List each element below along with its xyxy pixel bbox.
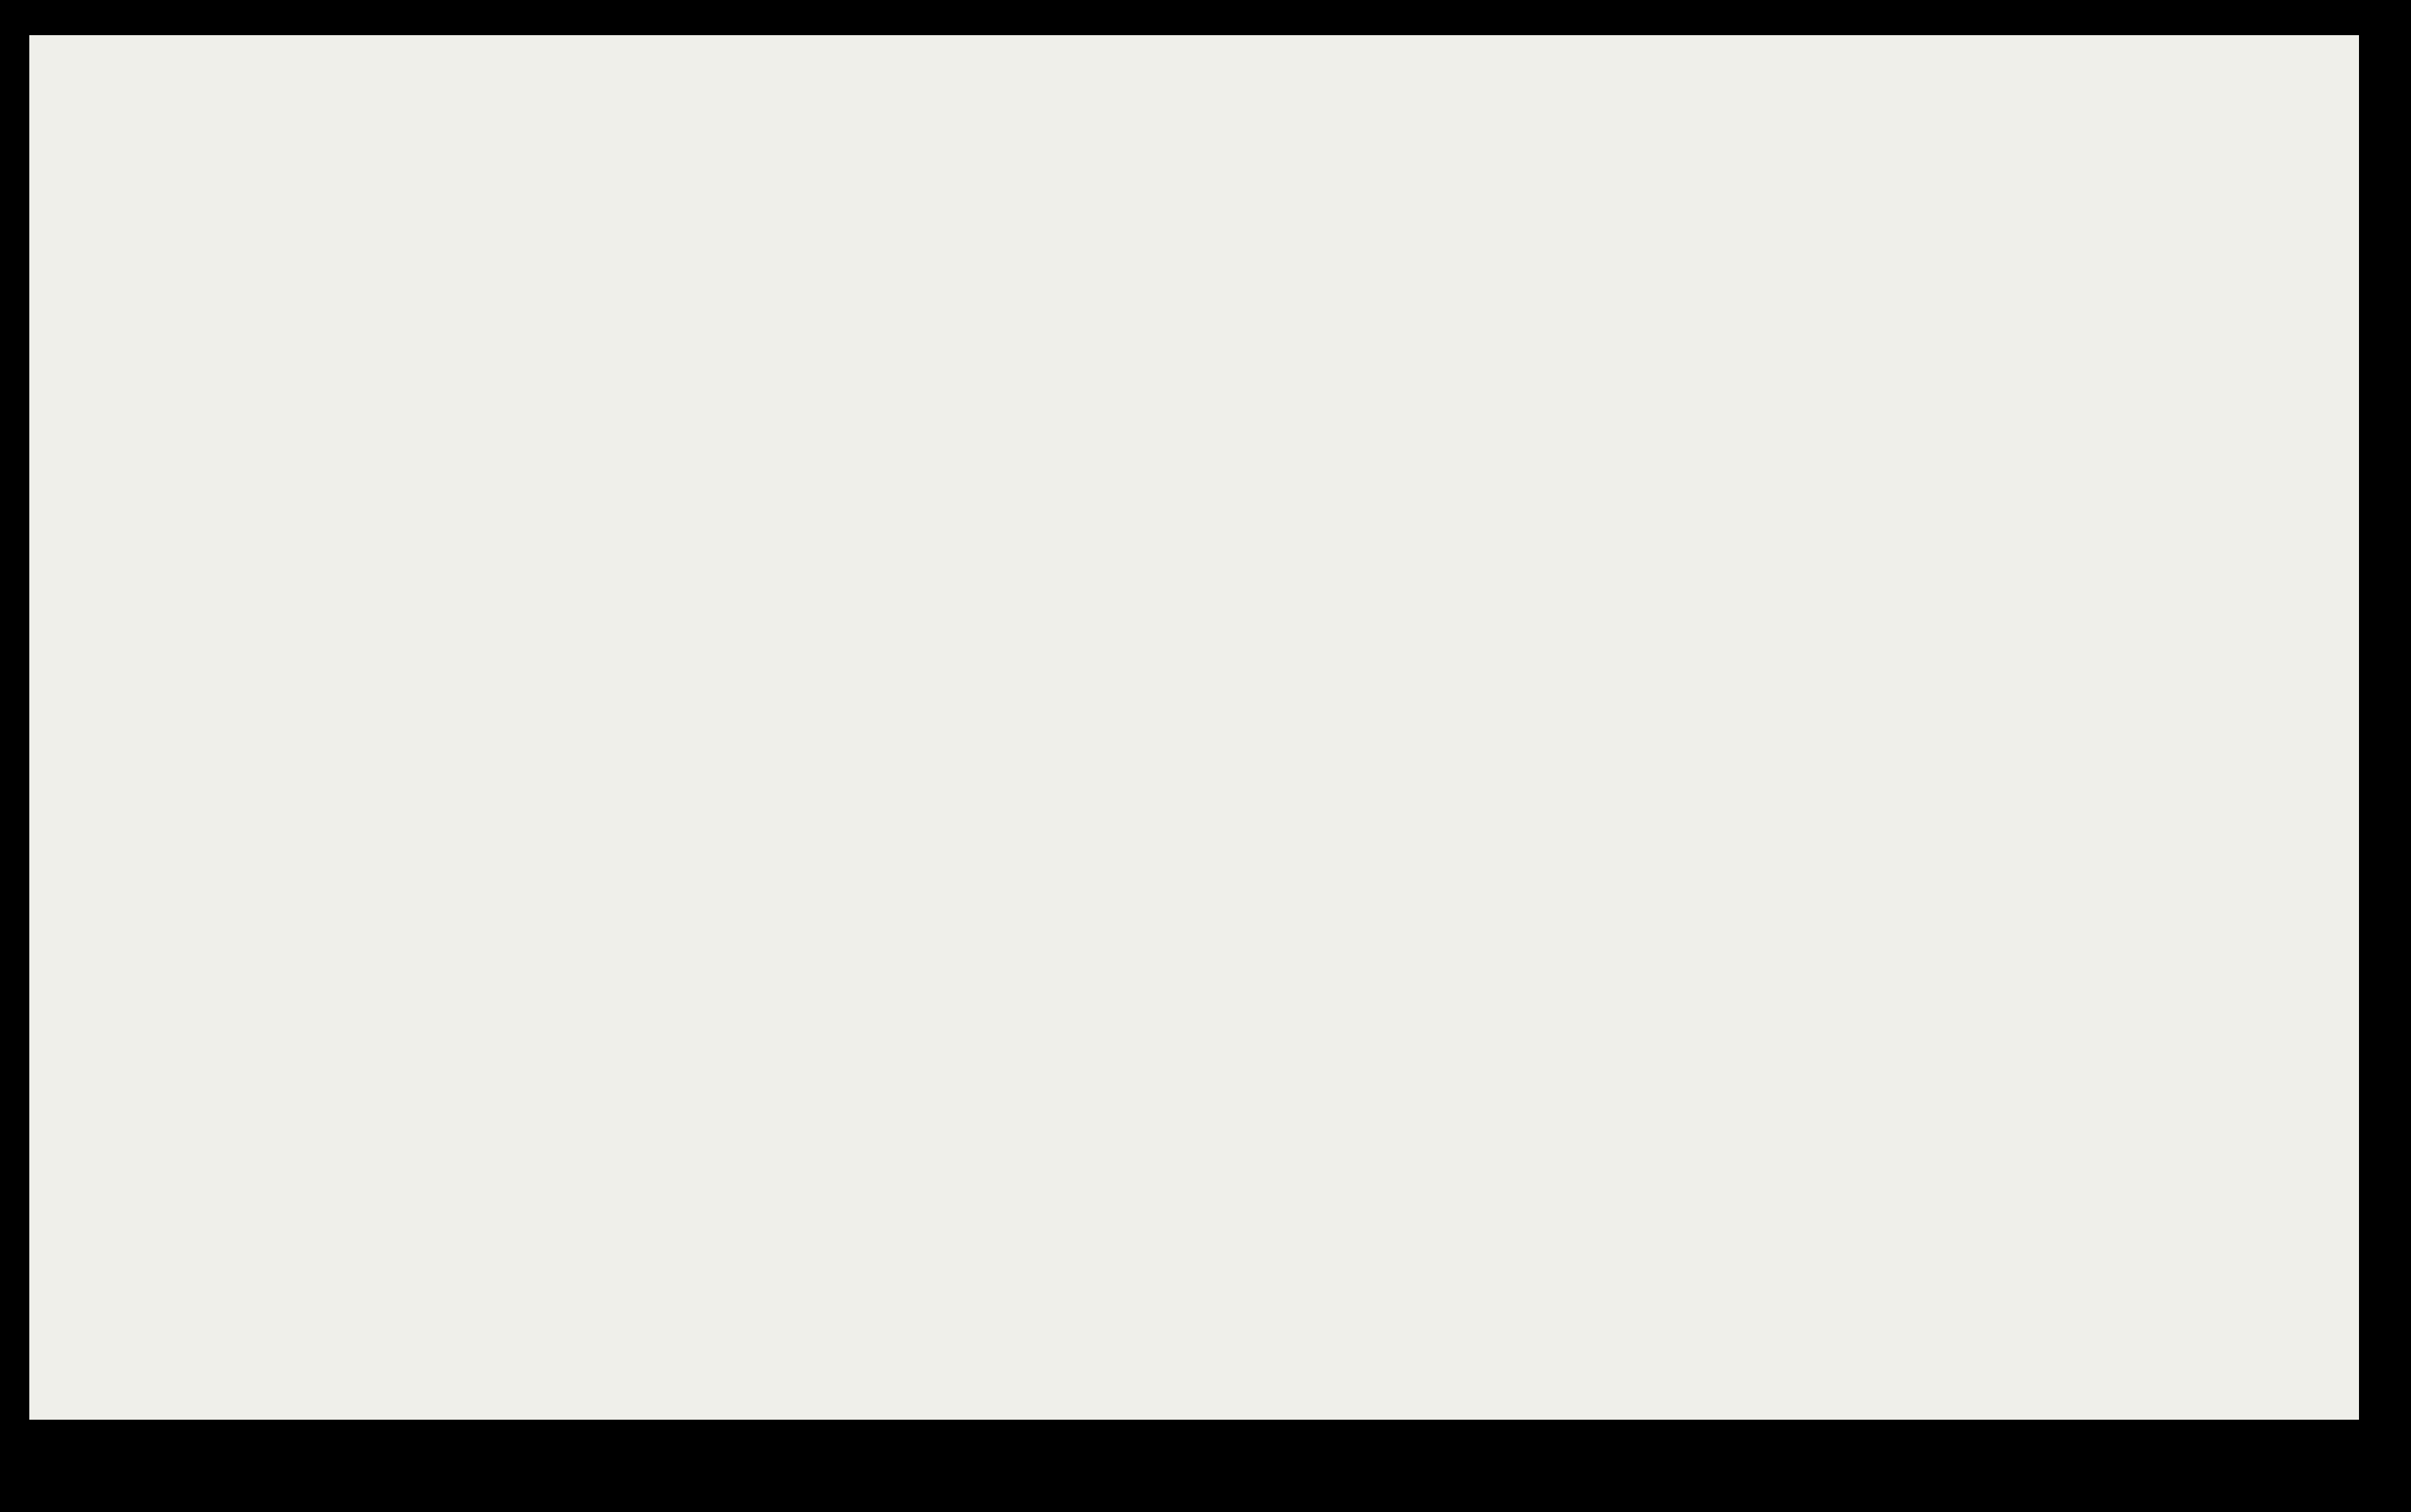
census-card — [29, 35, 2359, 1420]
